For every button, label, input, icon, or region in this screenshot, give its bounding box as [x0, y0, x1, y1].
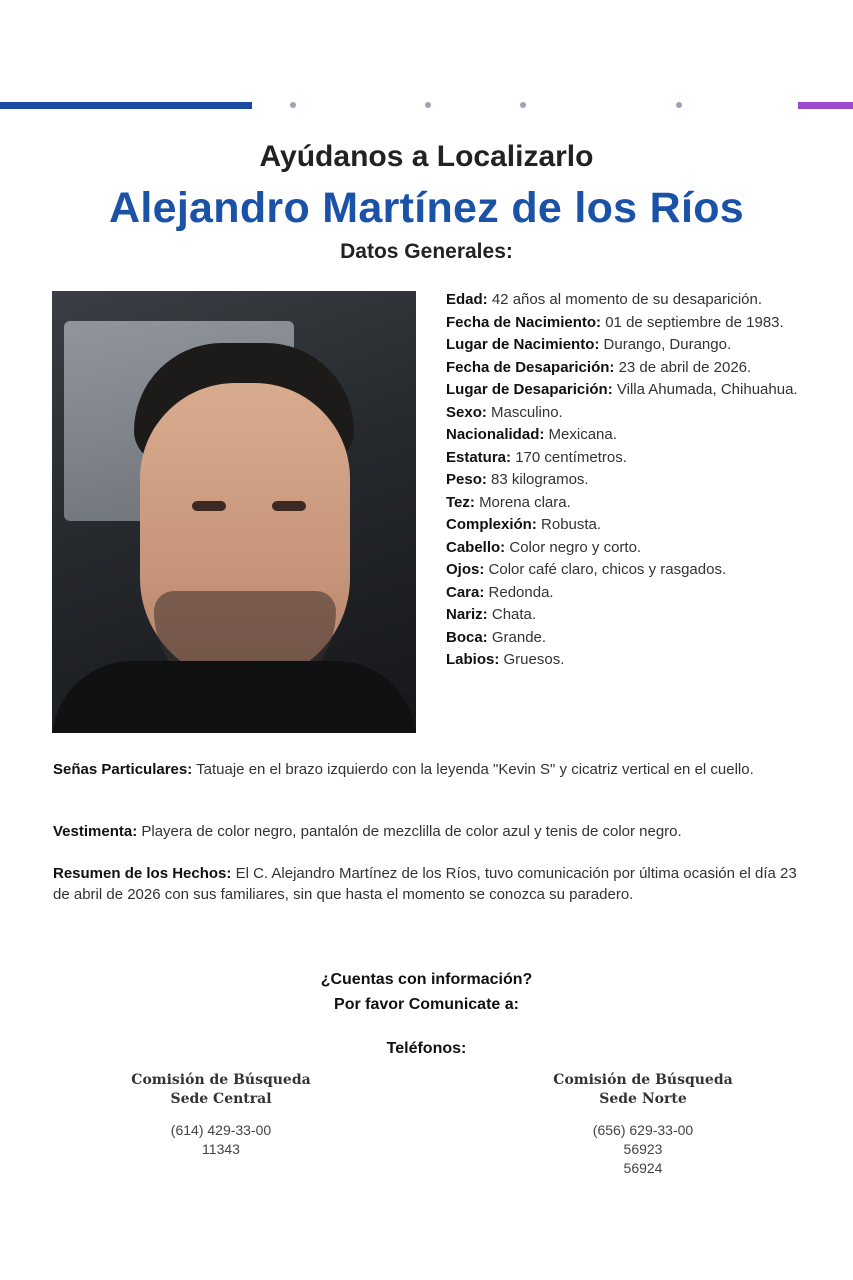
data-label: Nacionalidad:	[446, 426, 545, 443]
data-row-fecha-desaparicion	[446, 357, 806, 380]
data-row-nacionalidad	[446, 424, 806, 447]
data-row-boca	[446, 627, 806, 650]
section-text: El C. Alejandro Martínez de los Ríos, tuvo comunicación por última ocasión el día 23 de abril de 2026 con sus familiares, sin que hasta el momento se conozca su paradero.	[53, 865, 797, 903]
data-value: 83 kilogramos.	[491, 471, 589, 488]
vestimenta	[53, 821, 805, 842]
sede-phones	[91, 1121, 351, 1159]
data-value: Villa Ahumada, Chihuahua.	[616, 381, 798, 398]
data-label: Edad:	[446, 291, 488, 308]
data-label: Fecha de Nacimiento:	[446, 313, 602, 331]
photo-shirt	[52, 661, 416, 733]
data-row-peso	[446, 469, 806, 492]
data-row-cabello	[446, 537, 806, 560]
data-row-ojos	[446, 559, 806, 582]
person-name: Alejandro Martínez de los Ríos	[109, 184, 744, 232]
data-value: Grande.	[491, 628, 547, 646]
contact-sede-central	[91, 1071, 351, 1159]
data-row-edad	[446, 289, 806, 312]
sede-title-line2: Sede Central	[170, 1091, 272, 1107]
data-label: Labios:	[446, 651, 500, 668]
section-label: Señas Particulares:	[53, 761, 193, 778]
data-value: Mexicana.	[548, 426, 617, 443]
data-label: Nariz:	[446, 606, 488, 623]
data-label: Lugar de Nacimiento:	[446, 336, 600, 353]
data-value: 42 años al momento de su desaparición.	[491, 291, 763, 308]
data-value: Color café claro, chicos y rasgados.	[488, 561, 727, 578]
contact-sede-norte	[513, 1071, 773, 1178]
section-text: Tatuaje en el brazo izquierdo con la leyenda "Kevin S" y cicatriz vertical en el cuello.	[196, 761, 754, 778]
contact-invitation: Por favor Comunicate a:	[334, 996, 519, 1013]
data-value: Chata.	[491, 606, 537, 623]
data-label: Cabello:	[446, 538, 506, 556]
data-label: Ojos:	[446, 561, 485, 578]
section-title-datos: Datos Generales:	[340, 240, 513, 263]
data-value: 170 centímetros.	[515, 448, 627, 466]
sede-title-line1: Comisión de Búsqueda	[553, 1072, 733, 1088]
bar-dot	[520, 102, 526, 108]
bar-dot	[676, 102, 682, 108]
phone-extension: 56924	[623, 1160, 663, 1176]
data-value: Robusta.	[541, 516, 602, 533]
data-value: 23 de abril de 2026.	[618, 358, 752, 376]
section-label: Vestimenta:	[53, 823, 138, 840]
photo-eye	[272, 501, 306, 511]
person-photo	[52, 291, 416, 733]
data-value: Masculino.	[491, 403, 563, 421]
data-value: Gruesos.	[503, 651, 565, 668]
data-row-fecha-nacimiento	[446, 312, 806, 335]
section-label: Resumen de los Hechos:	[53, 865, 232, 882]
contact-question: ¿Cuentas con información?	[320, 971, 533, 988]
senas-particulares	[53, 759, 805, 780]
bar-dot	[425, 102, 431, 108]
data-value: Color negro y corto.	[509, 538, 642, 556]
data-row-lugar-nacimiento	[446, 334, 806, 357]
data-row-cara	[446, 582, 806, 605]
data-label: Fecha de Desaparición:	[446, 358, 615, 376]
photo-eye	[192, 501, 226, 511]
data-row-complexion	[446, 514, 806, 537]
data-label: Complexión:	[446, 516, 537, 533]
section-text: Playera de color negro, pantalón de mezclilla de color azul y tenis de color negro.	[141, 823, 682, 840]
data-value: Durango, Durango.	[603, 336, 732, 353]
sede-phones	[513, 1121, 773, 1178]
phones-heading: Teléfonos:	[386, 1040, 467, 1057]
header-decorative-bar	[0, 98, 853, 114]
phone-extension: 56923	[623, 1141, 663, 1157]
data-value: 01 de septiembre de 1983.	[605, 313, 784, 331]
data-value: Morena clara.	[479, 493, 571, 511]
sede-title-line2: Sede Norte	[599, 1091, 687, 1107]
data-row-labios	[446, 649, 806, 672]
data-label: Sexo:	[446, 403, 487, 421]
phone-number: (656) 629-33-00	[592, 1122, 694, 1138]
purple-strip	[798, 102, 853, 109]
blue-strip	[0, 102, 252, 109]
data-value: Redonda.	[488, 583, 554, 601]
data-label: Lugar de Desaparición:	[446, 381, 613, 398]
data-row-nariz	[446, 604, 806, 627]
data-label: Estatura:	[446, 448, 512, 466]
data-row-sexo	[446, 402, 806, 425]
data-label: Cara:	[446, 583, 485, 601]
data-row-lugar-desaparicion	[446, 379, 806, 402]
sede-title-line1: Comisión de Búsqueda	[131, 1072, 311, 1088]
phone-number: (614) 429-33-00	[170, 1122, 272, 1138]
resumen-hechos	[53, 863, 805, 905]
bar-dot	[290, 102, 296, 108]
data-row-estatura	[446, 447, 806, 470]
data-row-tez	[446, 492, 806, 515]
data-label: Tez:	[446, 493, 475, 511]
general-data-list	[446, 289, 806, 672]
data-label: Peso:	[446, 471, 487, 488]
phone-extension: 11343	[202, 1141, 240, 1157]
page-title: Ayúdanos a Localizarlo	[259, 140, 594, 173]
data-label: Boca:	[446, 628, 488, 646]
